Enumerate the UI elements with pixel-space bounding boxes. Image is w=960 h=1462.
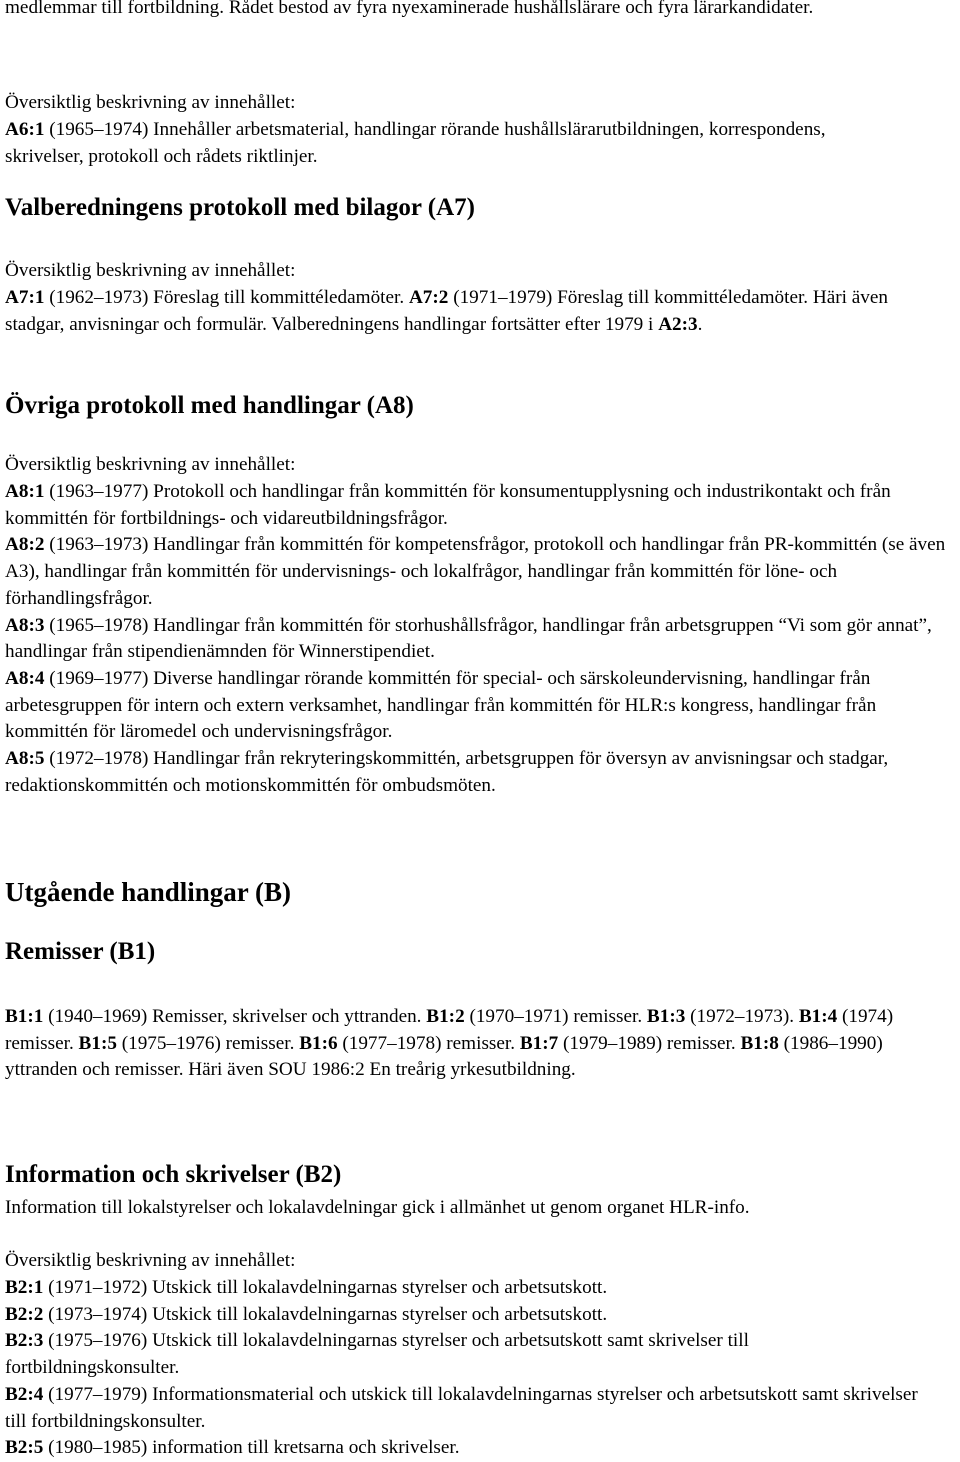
a8-item-2	[5, 532, 953, 612]
b2-code: B2:5	[5, 1437, 44, 1459]
b2-overview-label: Översiktlig beskrivning av innehållet:	[5, 1250, 296, 1271]
b1-code: B1:7	[519, 1032, 559, 1054]
a7-overview-label: Översiktlig beskrivning av innehållet:	[5, 260, 296, 281]
b2-code: B2:4	[5, 1383, 44, 1405]
b1-text: (1940–1969) Remisser, skrivelser och yttranden.	[43, 1006, 427, 1027]
b1-code: B1:2	[426, 1006, 465, 1027]
b2-intro: Information till lokalstyrelser och lokalavdelningar gick i allmänhet ut genom organet HLR-info.	[5, 1197, 750, 1218]
a8-code: A8:1	[5, 481, 45, 502]
a8-item-5	[5, 746, 953, 799]
a7-text-1: (1962–1973) Föreslag till kommittéledamöter.	[44, 287, 409, 308]
a8-list	[5, 479, 953, 799]
b1-text: (1972–1973).	[685, 1006, 799, 1027]
b1-heading: Remisser (B1)	[5, 938, 156, 965]
b1-code: B1:5	[78, 1032, 117, 1054]
b2-text: (1980–1985) information till kretsarna och skrivelser.	[43, 1437, 460, 1459]
b1-text: (1986–1990) yttranden och remisser.	[5, 1032, 883, 1081]
b2-item-3	[5, 1328, 925, 1381]
a8-text: (1965–1978) Handlingar från kommittén för storhushållsfrågor, handlingar från arbetsgruppen “Vi som gör annat”, handlingar från stipendienämnden för Winnerstipendiet.	[5, 614, 932, 663]
a7-text-2: (1971–1979) Föreslag till kommittéledamöter. Häri även stadgar, anvisningar och formulär. Valberedningens handlingar fortsätter efter 1979 i	[5, 287, 889, 335]
b2-item-2	[5, 1302, 925, 1329]
b2-list	[5, 1275, 925, 1462]
a6-text: (1965–1974) Innehåller arbetsmaterial, handlingar rörande hushållslärarutbildningen, korrespondens, skrivelser, protokoll och rådets riktlinjer.	[5, 119, 826, 167]
b1-text: (1974) remisser.	[5, 1006, 894, 1054]
b1-description	[5, 1004, 960, 1084]
b-heading: Utgående handlingar (B)	[5, 877, 292, 907]
a8-text: (1963–1977) Protokoll och handlingar från kommittén för konsumentupplysning och industrikontakt och från kommittén för fortbildnings- och vidareutbildningsfrågor.	[5, 481, 891, 529]
b2-heading: Information och skrivelser (B2)	[5, 1161, 342, 1188]
b2-item-5	[5, 1435, 925, 1462]
b1-code: B1:8	[740, 1032, 779, 1054]
a8-overview-label: Översiktlig beskrivning av innehållet:	[5, 454, 296, 475]
b2-text: (1975–1976) Utskick till lokalavdelningarnas styrelser och arbetsutskott samt skrivelser till fortbildningskonsulter.	[5, 1330, 749, 1379]
a8-text: (1969–1977) Diverse handlingar rörande kommittén för special- och särskoleundervisning, handlingar från arbetesgruppen för intern och extern verksamhet, handlingar från kommittén för HLR:s kongress, handlingar från kommittén för läromedel och undervisningsfrågor.	[5, 667, 877, 743]
b2-code: B2:2	[5, 1303, 44, 1325]
b2-item-4	[5, 1382, 925, 1435]
a7-code-1: A7:1	[5, 287, 45, 308]
a8-code: A8:3	[5, 614, 45, 636]
b2-text: (1971–1972) Utskick till lokalavdelningarnas styrelser och arbetsutskott.	[43, 1277, 608, 1298]
a6-overview-label: Översiktlig beskrivning av innehållet:	[5, 92, 296, 113]
b1-code: B1:4	[798, 1006, 838, 1027]
b2-text: (1977–1979) Informationsmaterial och utskick till lokalavdelningarnas styrelser och arbetsutskott samt skrivelser till fortbildningskonsulter.	[5, 1383, 918, 1432]
a8-code: A8:4	[5, 667, 45, 689]
b1-code: B1:1	[5, 1006, 44, 1027]
b1-text: (1979–1989) remisser.	[558, 1032, 741, 1054]
b1-text: (1970–1971) remisser.	[464, 1006, 647, 1027]
b1-code: B1:3	[646, 1006, 686, 1027]
a6-code: A6:1	[5, 119, 45, 140]
a7-heading: Valberedningens protokoll med bilagor (A7)	[5, 194, 475, 221]
a8-text: (1972–1978) Handlingar från rekryteringskommittén, arbetsgruppen för översyn av anvisningsar och stadgar, redaktionskommittén och motionskommittén för ombudsmöten.	[5, 748, 889, 796]
b2-text: (1973–1974) Utskick till lokalavdelningarnas styrelser och arbetsutskott.	[43, 1303, 608, 1325]
b1-tail: Häri även SOU 1986:2 En treårig yrkesutbildning.	[188, 1059, 576, 1081]
a8-code: A8:5	[5, 748, 45, 770]
a8-text: (1963–1973) Handlingar från kommittén för kompetensfrågor, protokoll och handlingar från PR-kommittén (se även A3), handlingar från kommittén för undervisnings- och lokalfrågor, handlingar från kommittén för löne- och förhandlingsfrågor.	[5, 534, 946, 609]
a6-description	[5, 117, 885, 170]
b2-code: B2:3	[5, 1330, 44, 1352]
a7-code-2: A7:2	[408, 287, 449, 308]
b1-code: B1:6	[299, 1032, 338, 1054]
a7-ref: A2:3	[658, 313, 698, 335]
a7-end: .	[697, 313, 703, 335]
a8-item-4	[5, 666, 953, 746]
b1-text: (1975–1976) remisser.	[116, 1032, 300, 1054]
b1-text: (1977–1978) remisser.	[337, 1032, 520, 1054]
a8-item-3	[5, 613, 953, 666]
a8-heading: Övriga protokoll med handlingar (A8)	[5, 392, 414, 419]
a8-code: A8:2	[5, 534, 45, 556]
b2-item-1	[5, 1275, 925, 1302]
a7-description	[5, 285, 910, 338]
a8-item-1	[5, 479, 953, 532]
intro-paragraph: medlemmar till fortbildning. Rådet bestod av fyra nyexaminerade hushållslärare och fyra lärarkandidater.	[5, 0, 814, 18]
b2-code: B2:1	[5, 1277, 44, 1298]
